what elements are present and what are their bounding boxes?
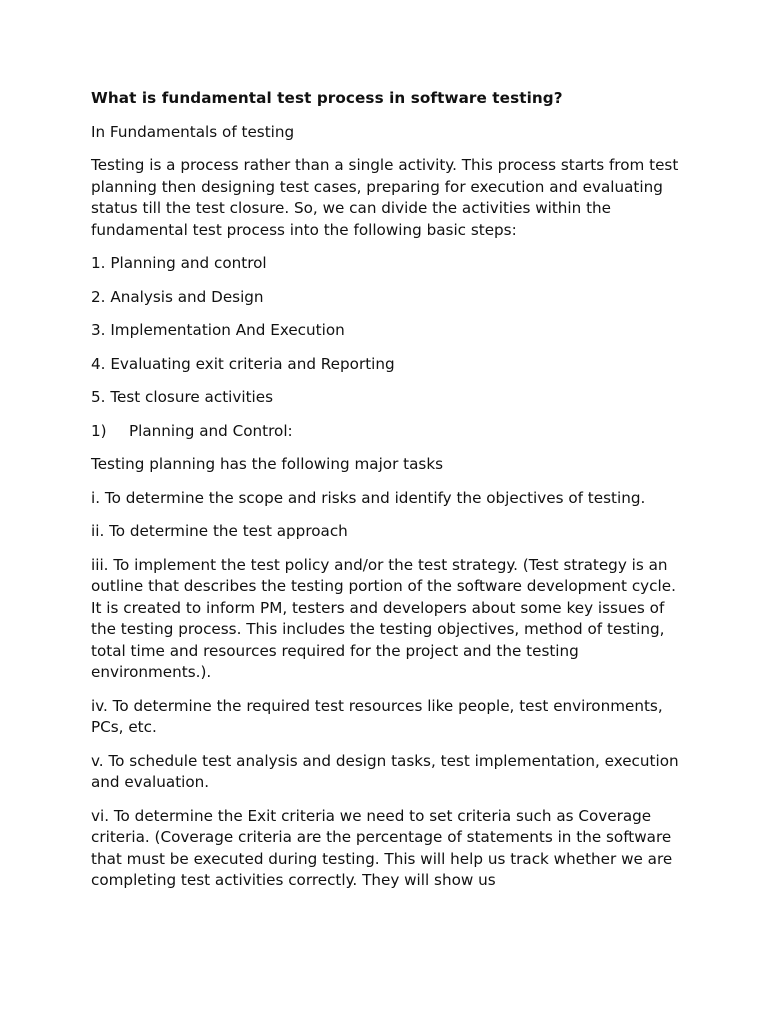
task-item: ii. To determine the test approach <box>91 522 348 540</box>
intro-paragraph: Testing is a process rather than a single activity. This process starts from test planning then designing test cases, preparing for execution and evaluating status till the test closure. So, we can divide the activities within the fundamental test process into the following basic steps: <box>91 156 679 239</box>
section-heading-text: Planning and Control: <box>129 421 293 440</box>
document-subtitle: In Fundamentals of testing <box>91 122 295 141</box>
document-title: What is fundamental test process in software testing? <box>91 89 563 107</box>
step-item: 2. Analysis and Design <box>91 287 264 306</box>
step-item: 3. Implementation And Execution <box>91 321 345 339</box>
section-number: 1) <box>91 421 107 440</box>
task-item: iv. To determine the required test resources like people, test environments, PCs, etc. <box>91 696 663 736</box>
step-item: 1. Planning and control <box>91 254 267 272</box>
task-item: iii. To implement the test policy and/or the test strategy. (Test strategy is an outline that describes the testing portion of the software development cycle. It is created to inform PM, testers and developers about some key issues of the testing process. This includes the testing objectives, method of testing, total time and resources required for the project and the testing environments.). <box>91 555 676 681</box>
section-heading <box>91 421 691 443</box>
task-item: i. To determine the scope and risks and identify the objectives of testing. <box>91 488 646 507</box>
tasks-intro: Testing planning has the following major tasks <box>91 455 444 473</box>
task-item: vi. To determine the Exit criteria we need to set criteria such as Coverage criteria. (Coverage criteria are the percentage of statements in the software that must be executed during testing. This will help us track whether we are completing test activities correctly. They will show us <box>91 806 673 889</box>
step-item: 5. Test closure activities <box>91 388 274 406</box>
step-item: 4. Evaluating exit criteria and Reporting <box>91 354 395 373</box>
task-item: v. To schedule test analysis and design tasks, test implementation, execution and evaluation. <box>91 751 679 791</box>
document-page <box>91 88 691 904</box>
